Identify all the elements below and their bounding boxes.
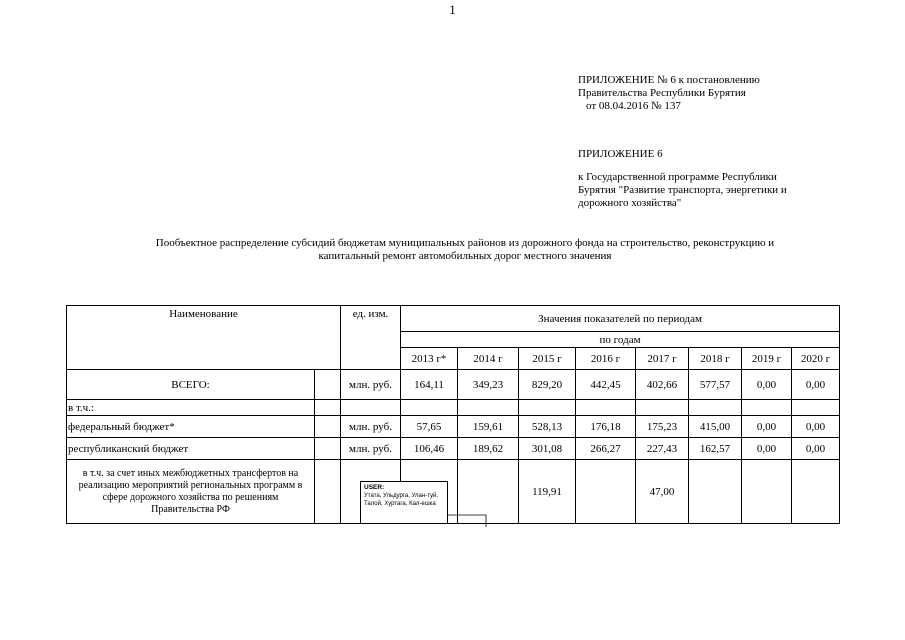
title-line2: капитальный ремонт автомобильных дорог местного значения [318, 250, 612, 262]
value-cell [401, 400, 458, 416]
document-title [80, 237, 850, 263]
year-cell: 2014 г [458, 348, 519, 370]
appendix-program-line3: Бурятия "Развитие транспорта, энергетики и [578, 184, 787, 196]
year-cell: 2019 г [742, 348, 792, 370]
value-cell: 57,65 [401, 416, 458, 438]
appendix-program-line4: дорожного хозяйства" [578, 197, 682, 209]
value-cell: 528,13 [519, 416, 576, 438]
value-cell: 349,23 [458, 370, 519, 400]
value-cell [742, 400, 792, 416]
year-cell: 2020 г [792, 348, 840, 370]
row-unit: млн. руб. [341, 438, 401, 460]
comment-author: USER: [364, 484, 385, 491]
row-name: федеральный бюджет* [67, 416, 315, 438]
row-unit [341, 400, 401, 416]
value-cell: 577,57 [689, 370, 742, 400]
value-cell: 266,27 [576, 438, 636, 460]
subsidy-table [66, 305, 840, 524]
value-cell [742, 460, 792, 524]
table-row-incl [67, 400, 840, 416]
value-cell: 164,11 [401, 370, 458, 400]
value-cell: 442,45 [576, 370, 636, 400]
page-number: 1 [449, 2, 456, 17]
value-cell [636, 400, 689, 416]
appendix-decree-line2: Правительства Республики Бурятия [578, 87, 746, 99]
appendix-program-line2: к Государственной программе Республики [578, 171, 777, 183]
value-cell [792, 400, 840, 416]
row-name: ВСЕГО: [67, 370, 315, 400]
value-cell: 0,00 [792, 438, 840, 460]
value-cell: 0,00 [742, 370, 792, 400]
row-blank [315, 460, 341, 524]
year-cell: 2017 г [636, 348, 689, 370]
value-cell: 0,00 [742, 438, 792, 460]
year-cell: 2015 г [519, 348, 576, 370]
value-cell: 402,66 [636, 370, 689, 400]
value-cell [689, 460, 742, 524]
header-values: Значения показателей по периодам [401, 306, 840, 332]
value-cell: 301,08 [519, 438, 576, 460]
row-unit: млн. руб. [341, 416, 401, 438]
value-cell: 106,46 [401, 438, 458, 460]
value-cell [519, 400, 576, 416]
header-unit: ед. изм. [341, 306, 401, 370]
year-cell: 2018 г [689, 348, 742, 370]
appendix-decree-line3: от 08.04.2016 № 137 [586, 100, 681, 112]
cell-comment-box[interactable] [360, 481, 448, 524]
value-cell: 47,00 [636, 460, 689, 524]
year-cell: 2016 г [576, 348, 636, 370]
value-cell [792, 460, 840, 524]
value-cell: 415,00 [689, 416, 742, 438]
row-blank [315, 400, 341, 416]
appendix-decree-line1: ПРИЛОЖЕНИЕ № 6 к постановлению [578, 74, 760, 86]
year-cell: 2013 г* [401, 348, 458, 370]
header-row-1 [67, 306, 840, 332]
value-cell: 0,00 [792, 416, 840, 438]
value-cell: 227,43 [636, 438, 689, 460]
header-name: Наименование [67, 306, 341, 370]
table-row-federal [67, 416, 840, 438]
value-cell [689, 400, 742, 416]
value-cell: 0,00 [792, 370, 840, 400]
value-cell [576, 460, 636, 524]
row-name: в т.ч. за счет иных межбюджетных трансфертов на реализацию мероприятий региональных программ в сфере дорожного хозяйства по решениям Правительства РФ [67, 460, 315, 524]
table-row-total [67, 370, 840, 400]
value-cell: 189,62 [458, 438, 519, 460]
row-blank [315, 416, 341, 438]
row-name: республиканский бюджет [67, 438, 315, 460]
title-line1: Пообъектное распределение субсидий бюджетам муниципальных районов из дорожного фонда на строительство, реконструкцию и [155, 237, 775, 249]
value-cell: 176,18 [576, 416, 636, 438]
value-cell [576, 400, 636, 416]
value-cell [458, 400, 519, 416]
row-blank [315, 438, 341, 460]
header-by-years: по годам [401, 332, 840, 348]
row-blank [315, 370, 341, 400]
comment-text: Утата, Ульдурга, Улан-туй, Талой, Хуртага, Кал-ешка [364, 493, 438, 507]
row-name: в т.ч.: [67, 400, 315, 416]
value-cell: 162,57 [689, 438, 742, 460]
table-row-republican [67, 438, 840, 460]
value-cell: 119,91 [519, 460, 576, 524]
value-cell: 175,23 [636, 416, 689, 438]
value-cell: 159,61 [458, 416, 519, 438]
value-cell: 0,00 [742, 416, 792, 438]
appendix-program-line1: ПРИЛОЖЕНИЕ 6 [578, 148, 663, 160]
value-cell: 829,20 [519, 370, 576, 400]
row-unit: млн. руб. [341, 370, 401, 400]
